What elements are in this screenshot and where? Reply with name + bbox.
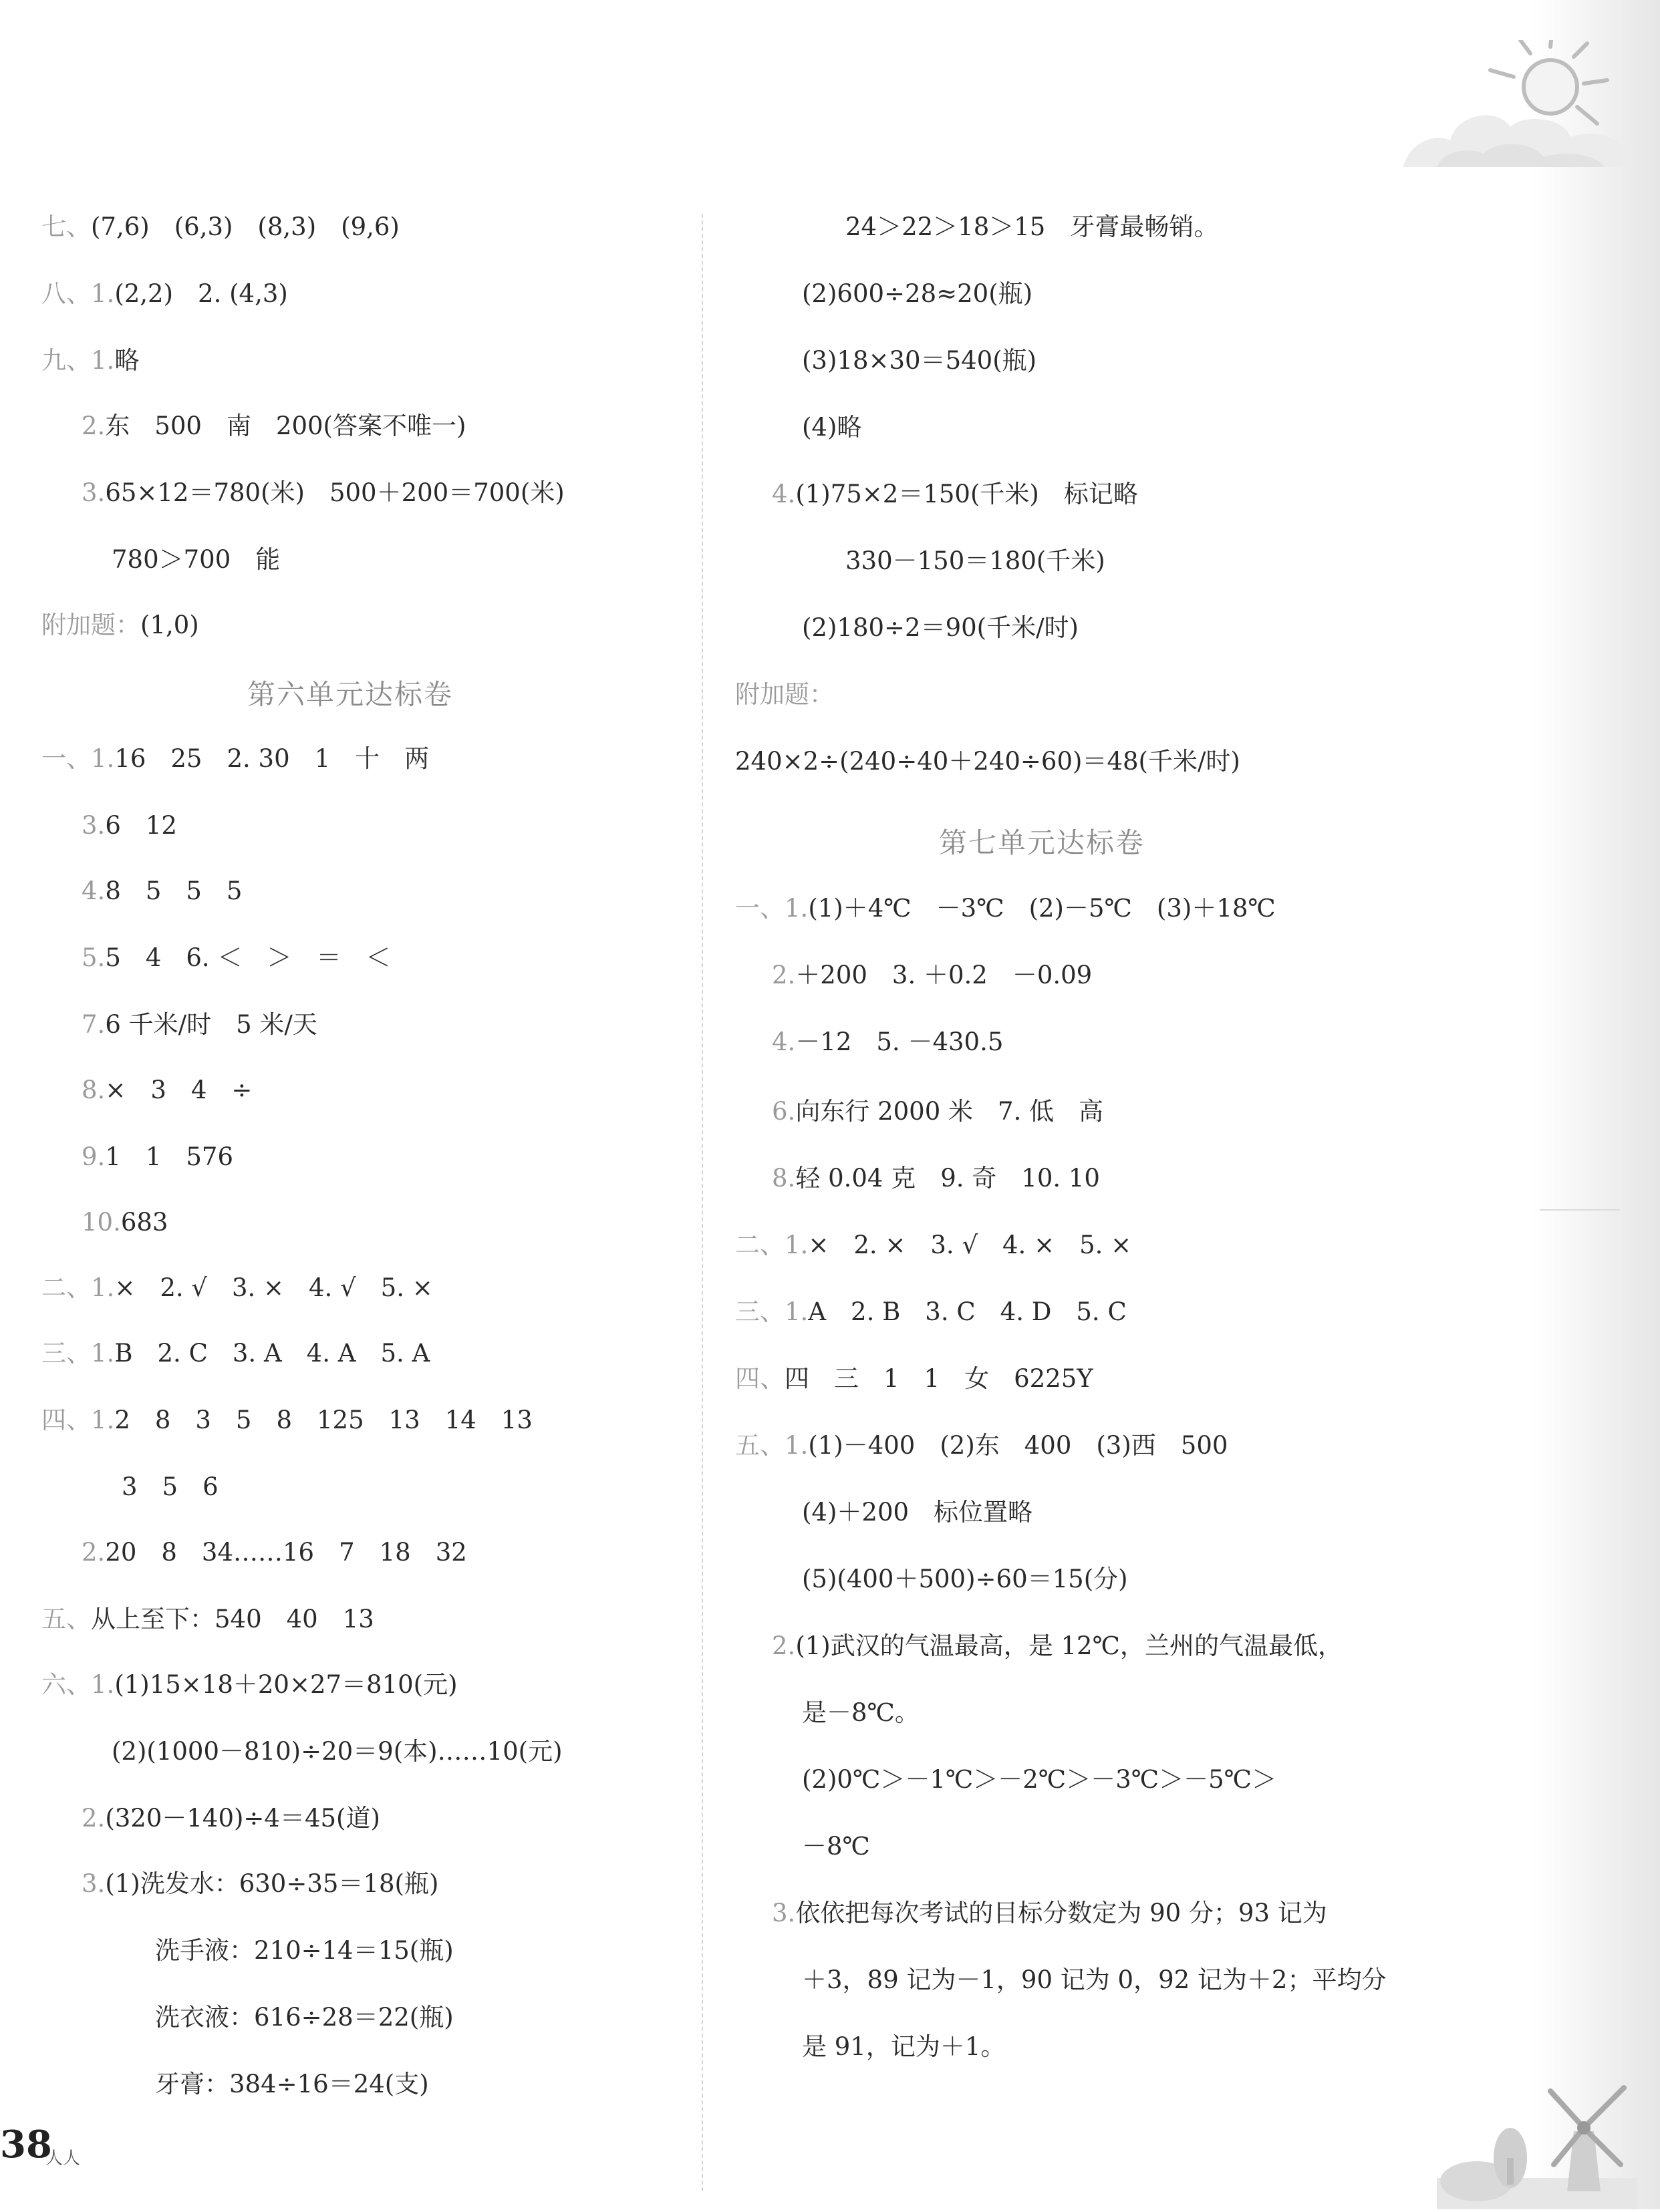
right-answer-line xyxy=(735,742,1240,782)
answer-text: 8 5 5 5 xyxy=(105,877,243,905)
answer-text: × 2. × 3. √ 4. × 5. × xyxy=(808,1231,1132,1259)
answer-text: ＋3，89 记为－1，90 记为 0，92 记为＋2；平均分 xyxy=(802,1965,1387,1994)
answer-text: (2)600÷28≈20(瓶) xyxy=(802,279,1033,308)
question-number: 8. xyxy=(82,1076,106,1104)
right-answer-line xyxy=(735,889,1276,929)
left-answer-line xyxy=(112,540,280,580)
answer-text: 1 1 576 xyxy=(105,1142,234,1171)
question-number: 八、1. xyxy=(41,279,115,308)
question-number: 2. xyxy=(772,1631,796,1660)
answer-text: 牙膏：384÷16＝24(支) xyxy=(155,2070,429,2098)
answer-text: (4)＋200 标位置略 xyxy=(802,1498,1033,1527)
answer-text: 5 4 6. ＜ ＞ ＝ ＜ xyxy=(105,943,391,972)
right-answer-line xyxy=(735,1225,1131,1265)
answer-text: (320－140)÷4＝45(道) xyxy=(105,1804,380,1833)
right-answer-line xyxy=(735,1426,1228,1466)
left-answer-line xyxy=(82,406,466,446)
question-number: 五、 xyxy=(41,1605,91,1633)
right-answer-line xyxy=(802,1492,1032,1533)
right-answer-line xyxy=(772,1893,1327,1933)
answer-text: 3 5 6 xyxy=(122,1472,219,1501)
sun-cloud-illustration xyxy=(1397,40,1637,174)
answer-text: (1)＋4℃ －3℃ (2)－5℃ (3)＋18℃ xyxy=(808,894,1276,923)
question-number: 4. xyxy=(772,480,796,508)
question-number: 一、1. xyxy=(735,894,809,923)
question-number: 六、1. xyxy=(41,1670,115,1699)
answer-text: 240×2÷(240÷40＋240÷60)＝48(千米/时) xyxy=(735,747,1240,776)
question-number: 二、1. xyxy=(735,1231,809,1259)
answer-text: (1,0) xyxy=(140,611,199,639)
left-answer-line xyxy=(41,1599,374,1639)
left-answer-line xyxy=(82,1798,380,1839)
answer-text: (1)－400 (2)东 400 (3)西 500 xyxy=(808,1431,1228,1460)
page-number-deco: 人人 xyxy=(45,2149,81,2169)
question-number: 2. xyxy=(82,1804,106,1833)
answer-text: A 2. B 3. C 4. D 5. C xyxy=(808,1297,1127,1326)
answer-text: (3)18×30＝540(瓶) xyxy=(802,346,1037,375)
left-answer-line xyxy=(41,274,288,314)
answer-text: (2)0℃＞－1℃＞－2℃＞－3℃＞－5℃＞ xyxy=(802,1765,1277,1794)
answer-text: 780＞700 能 xyxy=(112,545,281,574)
right-answer-line xyxy=(802,408,861,448)
question-number: 四、 xyxy=(735,1364,785,1393)
answer-text: 6 12 xyxy=(105,811,177,840)
answer-text: 向东行 2000 米 7. 低 高 xyxy=(795,1097,1104,1126)
answer-text: 依依把每次考试的目标分数定为 90 分；93 记为 xyxy=(795,1899,1327,1927)
question-number: 2. xyxy=(82,412,106,440)
answer-text: (1)15×18＋20×27＝810(元) xyxy=(114,1670,458,1699)
left-answer-line xyxy=(155,1931,454,1971)
answer-text: 四 三 1 1 女 6225Y xyxy=(785,1364,1093,1393)
answer-text: 洗手液：210÷14＝15(瓶) xyxy=(155,1936,454,1965)
right-answer-line xyxy=(802,608,1079,648)
left-answer-line xyxy=(41,605,199,645)
question-number: 四、1. xyxy=(41,1406,115,1434)
question-number: 七、 xyxy=(41,212,91,241)
left-answer-line xyxy=(82,1533,467,1573)
left-answer-line xyxy=(155,1998,454,2038)
right-answer-line xyxy=(845,541,1105,581)
left-answer-line xyxy=(122,1467,219,1507)
page-edge-shade xyxy=(1533,0,1660,2209)
answer-text: (2)180÷2＝90(千米/时) xyxy=(802,613,1079,642)
left-answer-line xyxy=(82,938,390,978)
right-answer-line xyxy=(802,1760,1276,1800)
right-answer-line xyxy=(802,1960,1386,2000)
right-answer-line xyxy=(772,1022,1003,1062)
answer-text: (1)武汉的气温最高，是 12℃，兰州的气温最低， xyxy=(795,1631,1343,1660)
right-answer-line xyxy=(802,2027,1005,2067)
answer-text: (1)洗发水：630÷35＝18(瓶) xyxy=(105,1869,439,1898)
answer-text: (1)75×2＝150(千米) 标记略 xyxy=(795,480,1138,508)
answer-text: (2)(1000－810)÷20＝9(本)……10(元) xyxy=(112,1737,563,1766)
right-answer-line xyxy=(772,474,1138,514)
question-number: 三、1. xyxy=(41,1339,115,1368)
column-divider xyxy=(702,214,703,2191)
left-answer-line xyxy=(41,1268,433,1308)
unit-seven-heading: 第七单元达标卷 xyxy=(939,826,1145,859)
answer-text: 从上至下：540 40 13 xyxy=(91,1605,374,1633)
question-number: 九、1. xyxy=(41,346,115,375)
answer-text: 轻 0.04 克 9. 奇 10. 10 xyxy=(795,1164,1100,1193)
page-edge-line xyxy=(1540,1209,1620,1211)
left-answer-line xyxy=(41,1400,533,1440)
answer-text: 330－150＝180(千米) xyxy=(845,546,1105,575)
question-number: 五、1. xyxy=(735,1431,809,1460)
right-answer-line xyxy=(772,1092,1103,1132)
right-answer-line xyxy=(802,1827,870,1867)
left-answer-line xyxy=(112,1732,563,1772)
question-number: 附加题： xyxy=(41,611,140,639)
left-answer-line xyxy=(82,871,242,911)
answer-text: (4)略 xyxy=(802,413,862,442)
right-answer-line xyxy=(735,675,834,715)
question-number: 2. xyxy=(82,1538,106,1567)
left-answer-line xyxy=(82,1070,252,1110)
question-number: 三、1. xyxy=(735,1297,809,1326)
question-number: 一、1. xyxy=(41,744,115,773)
question-number: 2. xyxy=(772,961,796,989)
windmill-illustration xyxy=(1437,2058,1637,2209)
question-number: 5. xyxy=(82,943,106,972)
answer-text: 2 8 3 5 8 125 13 14 13 xyxy=(114,1406,533,1434)
left-answer-line xyxy=(41,1333,430,1374)
left-answer-line xyxy=(82,1864,438,1904)
answer-text: 东 500 南 200(答案不唯一) xyxy=(105,412,466,440)
left-answer-line xyxy=(41,341,139,381)
answer-text: 略 xyxy=(114,346,140,375)
right-answer-line xyxy=(802,341,1036,381)
right-answer-line xyxy=(772,1626,1343,1666)
question-number: 4. xyxy=(82,877,106,905)
left-answer-line xyxy=(82,473,565,513)
left-answer-line xyxy=(82,1005,317,1045)
answer-text: 6 千米/时 5 米/天 xyxy=(105,1010,317,1039)
answer-text: (2,2) 2. (4,3) xyxy=(114,279,288,308)
left-answer-line xyxy=(82,1203,168,1243)
answer-text: 16 25 2. 30 1 十 两 xyxy=(114,744,430,773)
answer-text: (7,6) (6,3) (8,3) (9,6) xyxy=(91,212,400,241)
answer-text: × 3 4 ÷ xyxy=(105,1076,253,1104)
answer-text: (5)(400＋500)÷60＝15(分) xyxy=(802,1565,1128,1593)
right-answer-line xyxy=(735,1359,1093,1399)
question-number: 8. xyxy=(772,1164,796,1193)
unit-six-heading: 第六单元达标卷 xyxy=(247,678,454,711)
answer-text: 洗衣液：616÷28＝22(瓶) xyxy=(155,2003,454,2032)
right-answer-line xyxy=(802,1693,920,1733)
right-answer-line xyxy=(845,207,1218,247)
answer-text: 683 xyxy=(120,1208,168,1237)
answer-text: －8℃ xyxy=(802,1832,870,1861)
right-answer-line xyxy=(772,1158,1100,1199)
answer-text: 20 8 34……16 7 18 32 xyxy=(105,1538,467,1567)
left-answer-line xyxy=(41,207,400,247)
right-answer-line xyxy=(735,1292,1127,1332)
question-number: 附加题： xyxy=(735,680,834,709)
answer-text: ＋200 3. ＋0.2 －0.09 xyxy=(795,961,1093,989)
left-answer-line xyxy=(82,806,177,846)
question-number: 3. xyxy=(82,478,106,507)
right-answer-line xyxy=(772,955,1092,995)
answer-text: 24＞22＞18＞15 牙膏最畅销。 xyxy=(845,212,1219,241)
left-answer-line xyxy=(41,1665,458,1705)
page-number: 38 xyxy=(0,2122,52,2167)
question-number: 3. xyxy=(82,811,106,840)
answer-text: × 2. √ 3. × 4. √ 5. × xyxy=(114,1273,433,1302)
question-number: 3. xyxy=(772,1899,796,1927)
question-number: 7. xyxy=(82,1010,106,1039)
right-answer-line xyxy=(802,274,1032,314)
answer-text: 是 91，记为＋1。 xyxy=(802,2032,1006,2061)
question-number: 4. xyxy=(772,1028,796,1056)
question-number: 6. xyxy=(772,1097,796,1126)
left-answer-line xyxy=(82,1137,233,1177)
question-number: 3. xyxy=(82,1869,106,1898)
question-number: 9. xyxy=(82,1142,106,1171)
answer-text: 是－8℃。 xyxy=(802,1698,920,1727)
answer-text: －12 5. －430.5 xyxy=(795,1028,1004,1056)
answer-text: 65×12＝780(米) 500＋200＝700(米) xyxy=(105,478,565,507)
right-answer-line xyxy=(802,1559,1128,1599)
left-answer-line xyxy=(41,739,429,779)
answer-text: B 2. C 3. A 4. A 5. A xyxy=(114,1339,430,1368)
question-number: 10. xyxy=(82,1208,121,1237)
question-number: 二、1. xyxy=(41,1273,115,1302)
left-answer-line xyxy=(155,2064,429,2104)
